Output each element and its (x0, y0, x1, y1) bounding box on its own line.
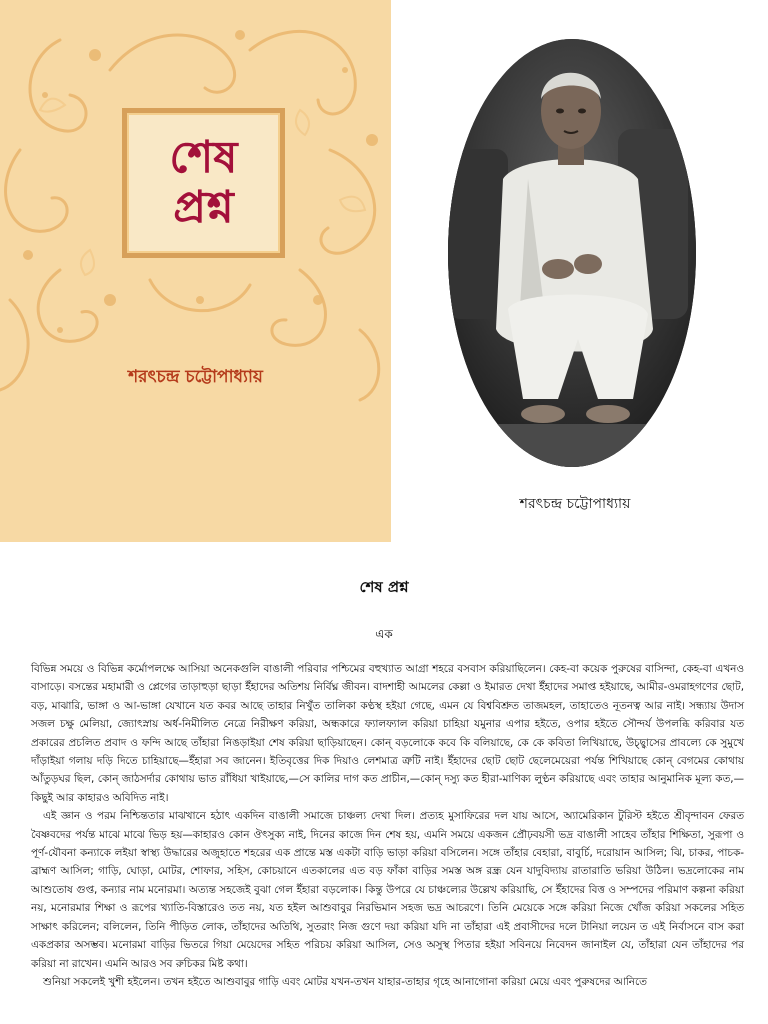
floral-ornament-illustration (0, 0, 391, 542)
chapter-body (31, 660, 744, 991)
chapter-number: এক (375, 627, 393, 641)
cover-title-line2: প্রশ্ন (173, 182, 234, 233)
paragraph: শুনিয়া সকলেই খুশী হইলেন। তখন হইতে আশুবাবুর গাড়ি এবং মোটর যখন-তখন যাহার-তাহার গৃহে আনাগোনা করিয়া মেয়ে এবং পুরুষদের আনিতে (43, 975, 647, 988)
portrait-illustration (448, 39, 696, 467)
paragraph: বিভিন্ন সময়ে ও বিভিন্ন কর্মোপলক্ষে আসিয়া অনেকগুলি বাঙালী পরিবার পশ্চিমের বহুখ্যাত আগ্রা শহরে বসবাস করিয়াছিলেন। কেহ-বা কয়েক পুরুষের বাসিন্দা, কেহ-বা এখনও বাসাড়ে। বসন্তের মহামারী ও প্লেগের তাড়াহুড়া ছাড়া ইঁহাদের অতিশয় নির্বিঘ্ন জীবন। বাদশাহী আমলের কেল্লা ও ইমারত দেখা ইঁহাদের সমাপ্ত হইয়াছে, আমীর-ওমরাহগণের ছোট, বড়, মাঝারি, ভাঙ্গা ও আ-ভাঙ্গা যেখানে যত কবর আছে তাহার নিখুঁত তালিকা কণ্ঠস্থ হইয়া গেছে, এমন যে বিশ্ববিশ্রুত তাজমহল, তাহাতেও নূতনত্ব আর নাই। সন্ধ্যায় উদাস সজল চক্ষু মেলিয়া, জ্যোৎস্নায় অর্ধ-নিমীলিত নেত্রে নিরীক্ষণ করিয়া, অন্ধকারে ফ্যালফ্যাল করিয়া চাহিয়া যমুনার এপার হইতে, ওপার হইতে সৌন্দর্য উপলব্ধি করিবার যত প্রকারের প্রচলিত প্রবাদ ও ফন্দি আছে তাঁহারা নিঙড়াইয়া শেষ করিয়া ছাড়িয়াছেন। কোন্ বড়লোকে কবে কি বলিয়াছে, কে কে কবিতা লিখিয়াছে, উচ্ছ্বাসের প্রাবল্যে কে সুমুখে দাঁড়াইয়া গলায় দড়ি দিতে চাহিয়াছে—ইঁহারা সব জানেন। ইতিবৃত্তের দিক দিয়াও লেশমাত্র ত্রুটি নাই। ইঁহাদের ছোট ছোট ছেলেমেয়েরা পর্যন্ত শিখিয়াছে কোন্ বেগমের কোথায় আঁতুড়ঘর ছিল, কোন্ জাঠসর্দার কোথায় ভাত রাঁধিয়া খাইয়াছে,—সে কালির দাগ কত প্রাচীন,—কোন্ দস্যু কত হীরা-মাণিক্য লুণ্ঠন করিয়াছে এবং তাহার আনুমানিক মূল্য কত,—কিছুই আর কাহারও অবিদিত নাই। (31, 663, 744, 804)
chapter-title: শেষ প্রশ্ন (359, 578, 409, 596)
book-cover (0, 0, 391, 542)
cover-title-frame (122, 108, 285, 258)
author-portrait (448, 39, 696, 467)
portrait-caption: শরৎচন্দ্র চট্টোপাধ্যায় (519, 496, 631, 512)
cover-title-line1: শেষ (169, 132, 238, 183)
cover-author-name: শরৎচন্দ্র চট্টোপাধ্যায় (128, 367, 263, 387)
paragraph: এই জ্ঞান ও পরম নিশ্চিন্ততার মাঝখানে হঠাৎ একদিন বাঙালী সমাজে চাঞ্চল্য দেখা দিল। প্রত্যহ মুসাফিরের দল যায় আসে, অ্যামেরিকান টুরিস্ট হইতে শ্রীবৃন্দাবন ফেরত বৈষ্ণবদের পর্যন্ত মাঝে মাঝে ভিড় হয়—কাহারও কোন ঔৎসুক্য নাই, দিনের কাজে দিন শেষ হয়, এমনি সময়ে একজন প্রৌঢ়বয়সী ভদ্র বাঙালী সাহেব তাঁহার শিক্ষিতা, সুরূপা ও পূর্ণ-যৌবনা কন্যাকে লইয়া স্বাস্থ্য উদ্ধারের অজুহাতে শহরের এক প্রান্তে মস্ত একটা বাড়ি ভাড়া করিয়া বসিলেন। সঙ্গে তাঁহার বেহারা, বাবুর্চি, দরোয়ান আসিল; ঝি, চাকর, পাচক-ব্রাহ্মণ আসিল; গাড়ি, ঘোড়া, মোটর, শোফার, সহিস, কোচয়ানে এতকালের এত বড় ফাঁকা বাড়ির সমস্ত অঙ্গ রন্ধ্র যেন যাদুবিদ্যায় রাতারাতি ভরিয়া উঠিল। ভদ্রলোকের নাম আশুতোষ গুপ্ত, কন্যার নাম মনোরমা। অত্যন্ত সহজেই বুঝা গেল ইঁহারা বড়লোক। কিন্তু উপরে যে চাঞ্চল্যের উল্লেখ করিয়াছি, সে ইঁহাদের বিত্ত ও সম্পদের পরিমাণ কল্পনা করিয়া নয়, মনোরমার শিক্ষা ও রূপের খ্যাতি-বিস্তারেও তত নয়, যত হইল আশুবাবুর নিরভিমান সহজ ভদ্র আচরণে। তিনি মেয়েকে সঙ্গে করিয়া নিজে খোঁজ করিয়া সকলের সহিত সাক্ষাৎ করিলেন; বলিলেন, তিনি পীড়িত লোক, তাঁহাদের অতিথি, সুতরাং নিজ গুণে দয়া করিয়া যদি না তাঁহারা এই প্রবাসীদের দলে টানিয়া লয়েন ত এই নির্বাসনে বাস করা একপ্রকার অসম্ভব। মনোরমা বাড়ির ভিতরে গিয়া মেয়েদের সহিত পরিচয় করিয়া আসিল, সেও অসুস্থ পিতার হইয়া সবিনয়ে নিবেদন জানাইল যে, তাঁহারা যেন তাঁহাদের পর করিয়া না রাখেন। এমনি আরও সব রুচিকর মিষ্ট কথা। (31, 810, 744, 970)
